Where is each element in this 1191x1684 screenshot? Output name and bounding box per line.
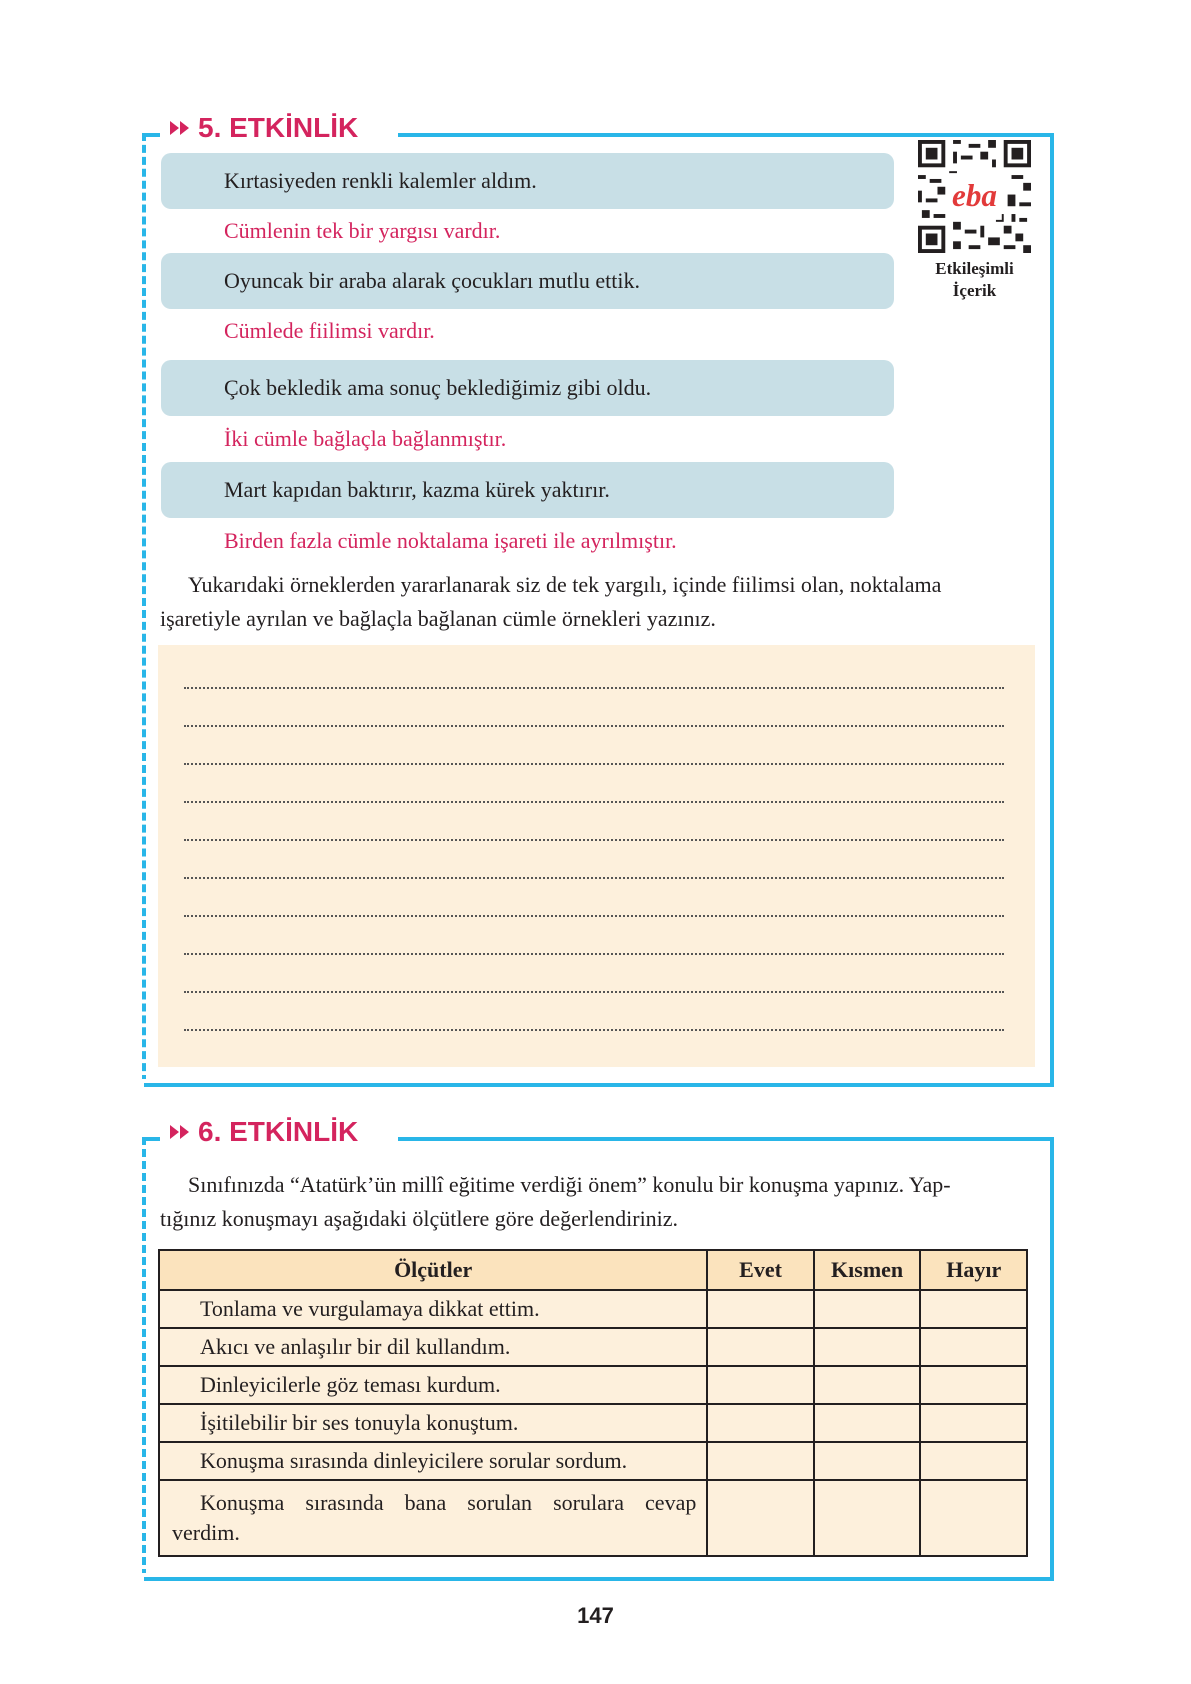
example-sentence: Çok bekledik ama sonuç beklediğimiz gibi oldu. [224,375,652,400]
check-cell-no[interactable] [920,1480,1027,1556]
criterion-cell: Konuşma sırasında dinleyicilere sorular sordum. [159,1442,707,1480]
table-header-row [159,1250,1027,1290]
instruction-line: Sınıfınızda “Atatürk’ün millî eğitime verdiği önem” konulu bir konuşma yapınız. Yap- [188,1172,951,1197]
example-note: Cümlede fiilimsi vardır. [224,318,435,343]
answer-area[interactable] [158,645,1035,1067]
header-criteria: Ölçütler [159,1250,707,1290]
criterion-line: Konuşma sırasında bana sorulan sorulara cevap [200,1490,697,1515]
table-row [159,1328,1027,1366]
example-bubble [161,360,894,416]
eba-logo: eba [952,178,997,214]
answer-line[interactable] [184,991,1004,993]
activity5-title-text: 5. ETKİNLİK [198,112,359,143]
interactive-content-label [918,258,1031,302]
criterion-cell [159,1480,707,1556]
answer-line[interactable] [184,953,1004,955]
activity6-title-text: 6. ETKİNLİK [198,1116,359,1147]
example-sentence: Kırtasiyeden renkli kalemler aldım. [224,168,537,193]
activity5-title [170,112,358,144]
check-cell-no[interactable] [920,1366,1027,1404]
table-row [159,1366,1027,1404]
header-partly: Kısmen [814,1250,921,1290]
example-sentence: Oyuncak bir araba alarak çocukları mutlu ettik. [224,268,640,293]
check-cell-partly[interactable] [814,1366,921,1404]
example-note: Cümlenin tek bir yargısı vardır. [224,218,501,243]
check-cell-yes[interactable] [707,1328,813,1366]
check-cell-partly[interactable] [814,1328,921,1366]
instruction-line: Yukarıdaki örneklerden yararlanarak siz de tek yargılı, içinde fiilimsi olan, noktalama [188,572,942,597]
example-bubble [161,462,894,518]
check-cell-partly[interactable] [814,1290,921,1328]
check-cell-no[interactable] [920,1404,1027,1442]
table-row [159,1290,1027,1328]
check-cell-yes[interactable] [707,1366,813,1404]
frame-gap [140,1573,250,1577]
check-cell-partly[interactable] [814,1442,921,1480]
page-number: 147 [577,1603,614,1628]
activity6-instruction [160,1168,1030,1236]
answer-line[interactable] [184,801,1004,803]
example-note: İki cümle bağlaçla bağlanmıştır. [224,426,507,451]
answer-line[interactable] [184,725,1004,727]
criterion-cell: Akıcı ve anlaşılır bir dil kullandım. [159,1328,707,1366]
instruction-line: tığınız konuşmayı aşağıdaki ölçütlere göre değerlendiriniz. [160,1206,679,1231]
criterion-cell: İşitilebilir bir ses tonuyla konuştum. [159,1404,707,1442]
check-cell-partly[interactable] [814,1404,921,1442]
criteria-table [158,1249,1028,1557]
criterion-cell: Dinleyicilerle göz teması kurdum. [159,1366,707,1404]
check-cell-partly[interactable] [814,1480,921,1556]
check-cell-yes[interactable] [707,1290,813,1328]
double-arrow-icon [170,1125,190,1139]
answer-line[interactable] [184,687,1004,689]
activity5-frame-dashed-left [142,133,146,1083]
table-row [159,1404,1027,1442]
answer-line[interactable] [184,1029,1004,1031]
qr-label-line2: İçerik [952,281,997,300]
check-cell-yes[interactable] [707,1404,813,1442]
qr-code-icon[interactable] [918,140,1031,253]
example-sentence: Mart kapıdan baktırır, kazma kürek yaktırır. [224,477,610,502]
answer-line[interactable] [184,839,1004,841]
example-note: Birden fazla cümle noktalama işareti ile ayrılmıştır. [224,528,677,553]
example-bubble [161,253,894,309]
activity5-instruction [160,568,1030,636]
table-row [159,1442,1027,1480]
check-cell-no[interactable] [920,1328,1027,1366]
check-cell-yes[interactable] [707,1442,813,1480]
table-row [159,1480,1027,1556]
qr-label-line1: Etkileşimli [935,259,1014,278]
frame-gap [140,1079,250,1083]
check-cell-yes[interactable] [707,1480,813,1556]
check-cell-no[interactable] [920,1290,1027,1328]
header-no: Hayır [920,1250,1027,1290]
answer-line[interactable] [184,877,1004,879]
header-yes: Evet [707,1250,813,1290]
double-arrow-icon [170,121,190,135]
example-bubble [161,153,894,209]
answer-line[interactable] [184,763,1004,765]
activity6-title [170,1116,358,1148]
check-cell-no[interactable] [920,1442,1027,1480]
instruction-line: işaretiyle ayrılan ve bağlaçla bağlanan cümle örnekleri yazınız. [160,606,716,631]
activity6-frame-dashed-left [142,1137,146,1577]
criterion-cell: Tonlama ve vurgulamaya dikkat ettim. [159,1290,707,1328]
answer-line[interactable] [184,915,1004,917]
criterion-line: verdim. [172,1520,240,1545]
